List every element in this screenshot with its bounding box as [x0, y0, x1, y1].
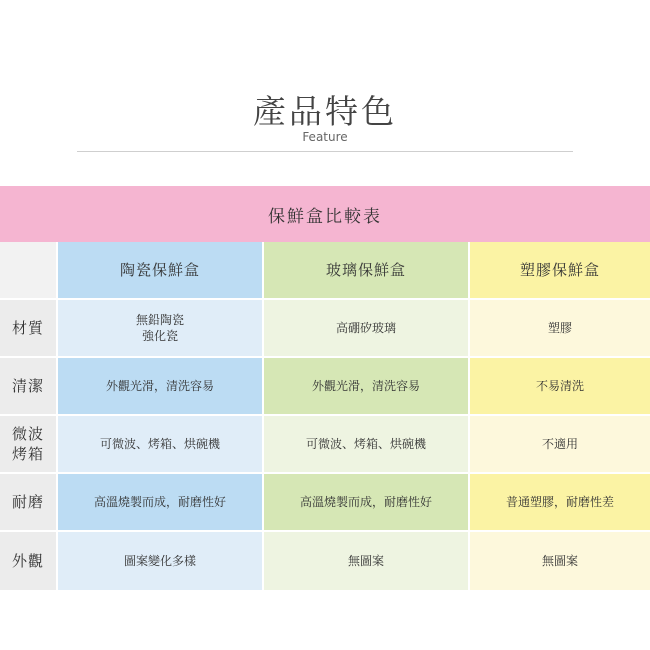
row-label-cleaning: 清潔	[0, 358, 58, 416]
table-cell: 不易清洗	[470, 358, 650, 416]
row-label-material: 材質	[0, 300, 58, 358]
table-cell: 不適用	[470, 416, 650, 474]
row-label-durability: 耐磨	[0, 474, 58, 532]
header-divider	[77, 151, 573, 152]
column-header-glass: 玻璃保鮮盒	[264, 242, 470, 300]
table-cell: 圖案變化多樣	[58, 532, 264, 590]
row-label-appearance: 外觀	[0, 532, 58, 590]
table-cell: 可微波、烤箱、烘碗機	[58, 416, 264, 474]
column-header-ceramic: 陶瓷保鮮盒	[58, 242, 264, 300]
table-cell: 外觀光滑，清洗容易	[264, 358, 470, 416]
table-cell: 普通塑膠，耐磨性差	[470, 474, 650, 532]
comparison-banner: 保鮮盒比較表	[0, 186, 650, 242]
table-cell: 塑膠	[470, 300, 650, 358]
row-label-microwave-oven: 微波 烤箱	[0, 416, 58, 474]
page-title: 產品特色	[253, 92, 397, 131]
feature-header	[0, 0, 650, 170]
table-cell: 高硼矽玻璃	[264, 300, 470, 358]
table-cell: 無圖案	[264, 532, 470, 590]
table-cell: 外觀光滑，清洗容易	[58, 358, 264, 416]
column-header-plastic: 塑膠保鮮盒	[470, 242, 650, 300]
table-corner	[0, 242, 58, 300]
table-cell: 可微波、烤箱、烘碗機	[264, 416, 470, 474]
comparison-table	[0, 242, 650, 590]
table-cell: 高溫燒製而成，耐磨性好	[58, 474, 264, 532]
table-cell: 無圖案	[470, 532, 650, 590]
table-cell: 無鉛陶瓷 強化瓷	[58, 300, 264, 358]
page-subtitle: Feature	[302, 130, 348, 144]
table-cell: 高溫燒製而成，耐磨性好	[264, 474, 470, 532]
